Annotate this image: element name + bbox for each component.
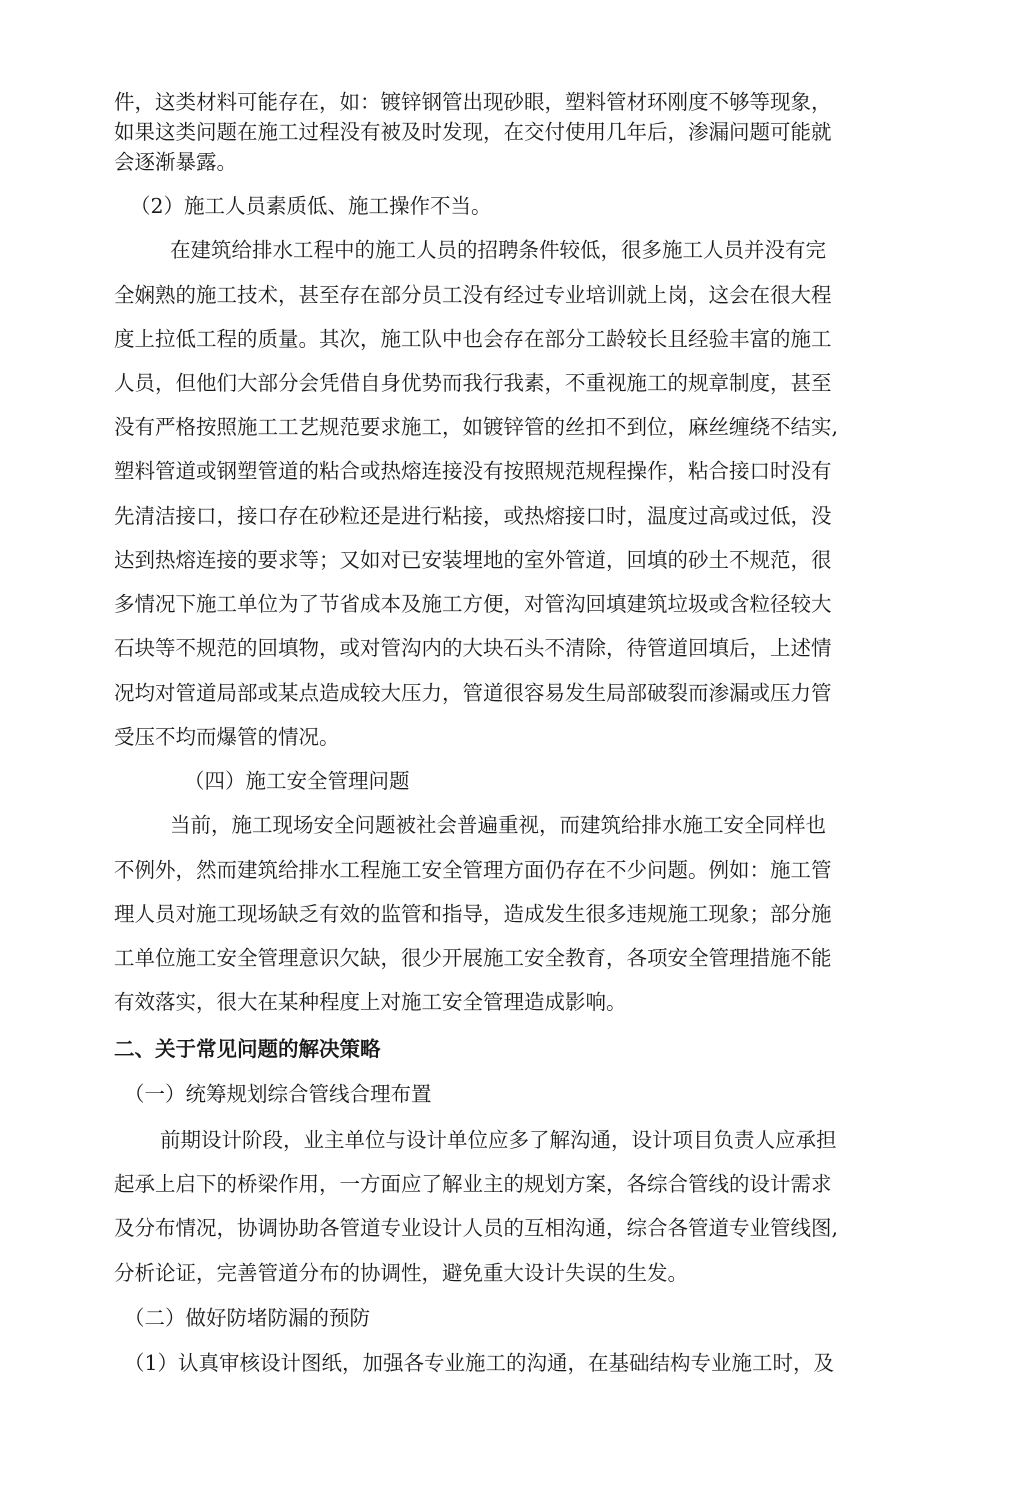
text-line: 达到热熔连接的要求等；又如对已安装埋地的室外管道，回填的砂土不规范，很 bbox=[114, 548, 832, 572]
text-line: 及分布情况，协调协助各管道专业设计人员的互相沟通，综合各管道专业管线图, bbox=[114, 1216, 839, 1240]
text-line: 度上拉低工程的质量。其次，施工队中也会存在部分工龄较长且经验丰富的施工 bbox=[114, 327, 832, 351]
paragraph-start: 在建筑给排水工程中的施工人员的招聘条件较低，很多施工人员并没有完 bbox=[170, 238, 826, 262]
text-line: 起承上启下的桥梁作用，一方面应了解业主的规划方案，各综合管线的设计需求 bbox=[114, 1172, 832, 1196]
text-line: 没有严格按照施工工艺规范要求施工，如镀锌管的丝扣不到位，麻丝缠绕不结实, bbox=[114, 415, 839, 439]
text-line: 受压不均而爆管的情况。 bbox=[114, 725, 340, 749]
paragraph-start: 前期设计阶段，业主单位与设计单位应多了解沟通，设计项目负责人应承担 bbox=[160, 1128, 837, 1152]
section-heading: （二）做好防堵防漏的预防 bbox=[124, 1306, 370, 1330]
section-heading: （四）施工安全管理问题 bbox=[184, 769, 410, 793]
text-line: 不例外，然而建筑给排水工程施工安全管理方面仍存在不少问题。例如：施工管 bbox=[114, 858, 832, 882]
text-line: 有效落实，很大在某种程度上对施工安全管理造成影响。 bbox=[114, 990, 627, 1014]
text-line: 全娴熟的施工技术，甚至存在部分员工没有经过专业培训就上岗，这会在很大程 bbox=[114, 283, 832, 307]
text-line: 理人员对施工现场缺乏有效的监管和指导，造成发生很多违规施工现象；部分施 bbox=[114, 902, 832, 926]
text-line: 塑料管道或钢塑管道的粘合或热熔连接没有按照规范规程操作，粘合接口时没有 bbox=[114, 459, 832, 483]
text-line: （1）认真审核设计图纸，加强各专业施工的沟通，在基础结构专业施工时，及 bbox=[124, 1351, 835, 1375]
section-heading: （一）统筹规划综合管线合理布置 bbox=[124, 1082, 432, 1106]
text-line: 先清洁接口，接口存在砂粒还是进行粘接，或热熔接口时，温度过高或过低，没 bbox=[114, 504, 832, 528]
text-line: 如果这类问题在施工过程没有被及时发现，在交付使用几年后，渗漏问题可能就 bbox=[114, 120, 832, 144]
text-line: 多情况下施工单位为了节省成本及施工方便，对管沟回填建筑垃圾或含粒径较大 bbox=[114, 592, 832, 616]
text-line: 工单位施工安全管理意识欠缺，很少开展施工安全教育，各项安全管理措施不能 bbox=[114, 946, 832, 970]
text-line: 人员，但他们大部分会凭借自身优势而我行我素，不重视施工的规章制度，甚至 bbox=[114, 371, 832, 395]
sub-heading: （2）施工人员素质低、施工操作不当。 bbox=[130, 194, 492, 218]
chapter-heading: 二、关于常见问题的解决策略 bbox=[114, 1037, 381, 1061]
text-line: 分析论证，完善管道分布的协调性，避免重大设计失误的生发。 bbox=[114, 1261, 688, 1285]
paragraph-start: 当前，施工现场安全问题被社会普遍重视，而建筑给排水施工安全同样也 bbox=[170, 813, 826, 837]
text-line: 件，这类材料可能存在，如：镀锌钢管出现砂眼，塑料管材环刚度不够等现象， bbox=[114, 90, 832, 114]
text-line: 石块等不规范的回填物，或对管沟内的大块石头不清除，待管道回填后，上述情 bbox=[114, 636, 832, 660]
text-line: 会逐渐暴露。 bbox=[114, 150, 237, 174]
text-line: 况均对管道局部或某点造成较大压力，管道很容易发生局部破裂而渗漏或压力管 bbox=[114, 681, 832, 705]
